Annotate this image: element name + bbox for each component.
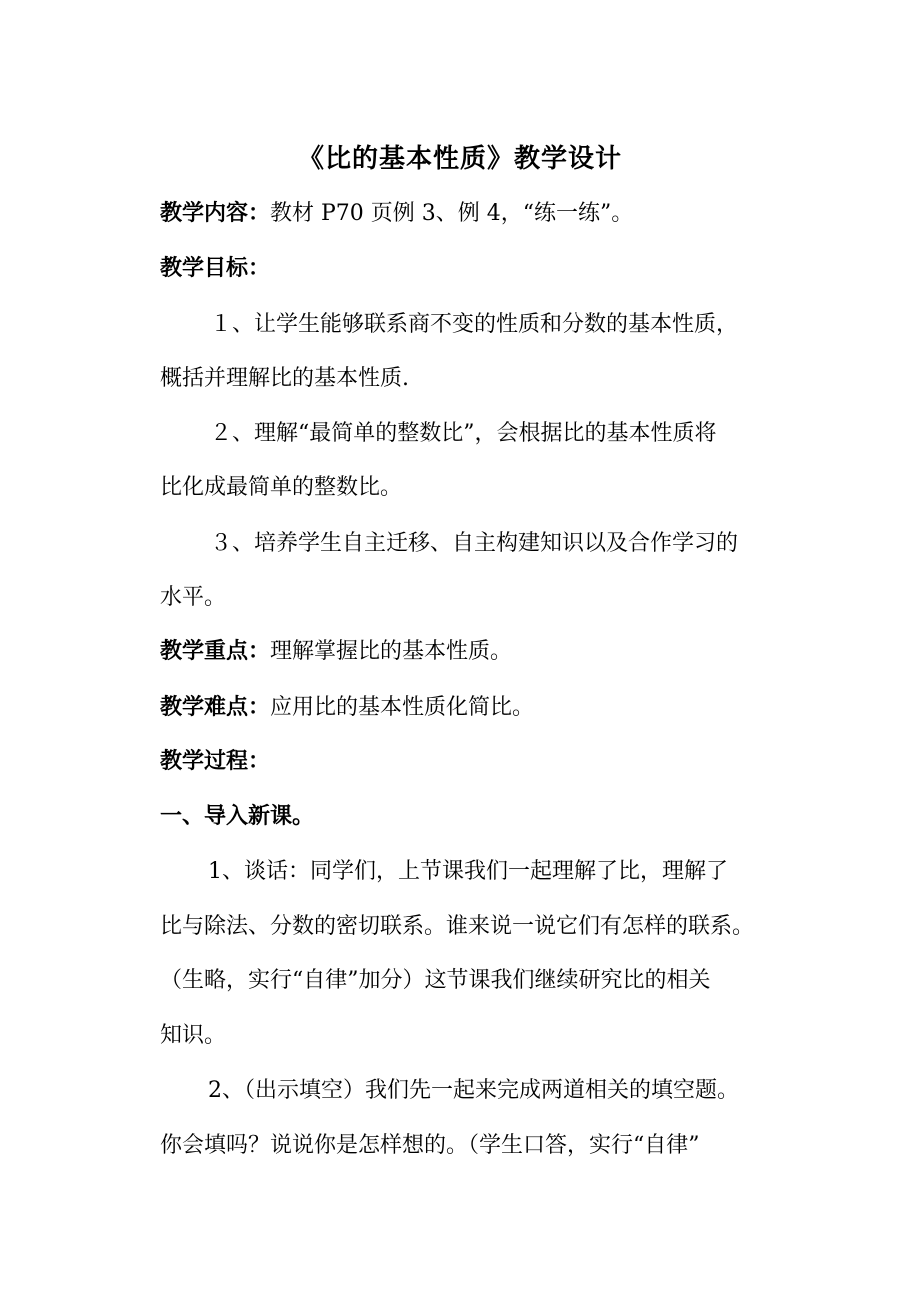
teaching-process-label: 教学过程： bbox=[160, 748, 271, 774]
document-title: 《比的基本性质》教学设计 bbox=[297, 144, 622, 174]
difficulty-label: 教学难点： bbox=[160, 694, 271, 720]
objective-3-line-2: 水平。 bbox=[160, 585, 227, 610]
teaching-content-line bbox=[160, 196, 633, 227]
objective-2-line-2: 比化成最简单的整数比。 bbox=[160, 475, 403, 500]
key-point-line bbox=[160, 634, 512, 665]
key-point-label: 教学重点： bbox=[160, 638, 271, 664]
section-1-paragraph-1-line-1: 1、谈话：同学们，上节课我们一起理解了比，理解了 bbox=[208, 859, 728, 884]
section-1-paragraph-2-line-2: 你会填吗？说说你是怎样想的。（学生口答，实行“自律” bbox=[160, 1133, 700, 1158]
section-1-paragraph-2-line-1: 2、（出示填空）我们先一起来完成两道相关的填空题。 bbox=[208, 1078, 739, 1103]
objective-1-line-1: １、让学生能够联系商不变的性质和分数的基本性质， bbox=[210, 312, 739, 337]
difficulty-text: 应用比的基本性质化简比。 bbox=[270, 695, 535, 720]
objective-3-line-1: ３、培养学生自主迁移、自主构建知识以及合作学习的 bbox=[210, 531, 739, 556]
objective-2-line-1: ２、理解“最简单的整数比”，会根据比的基本性质将 bbox=[210, 421, 717, 446]
section-1-paragraph-1-line-3: （生略，实行“自律”加分）这节课我们继续研究比的相关 bbox=[160, 968, 711, 993]
teaching-content-label: 教学内容： bbox=[160, 200, 271, 226]
teaching-content-text: 教材 P70 页例 3、例 4，“练一练”。 bbox=[270, 201, 634, 226]
difficulty-line bbox=[160, 690, 534, 721]
section-1-paragraph-1-line-4: 知识。 bbox=[160, 1023, 227, 1048]
section-1-paragraph-1-line-2: 比与除法、分数的密切联系。谁来说一说它们有怎样的联系。 bbox=[160, 914, 755, 939]
teaching-objectives-label: 教学目标： bbox=[160, 255, 271, 281]
section-1-heading: 一、导入新课。 bbox=[160, 803, 315, 829]
key-point-text: 理解掌握比的基本性质。 bbox=[270, 639, 513, 664]
objective-1-line-2: 概括并理解比的基本性质. bbox=[160, 366, 409, 391]
